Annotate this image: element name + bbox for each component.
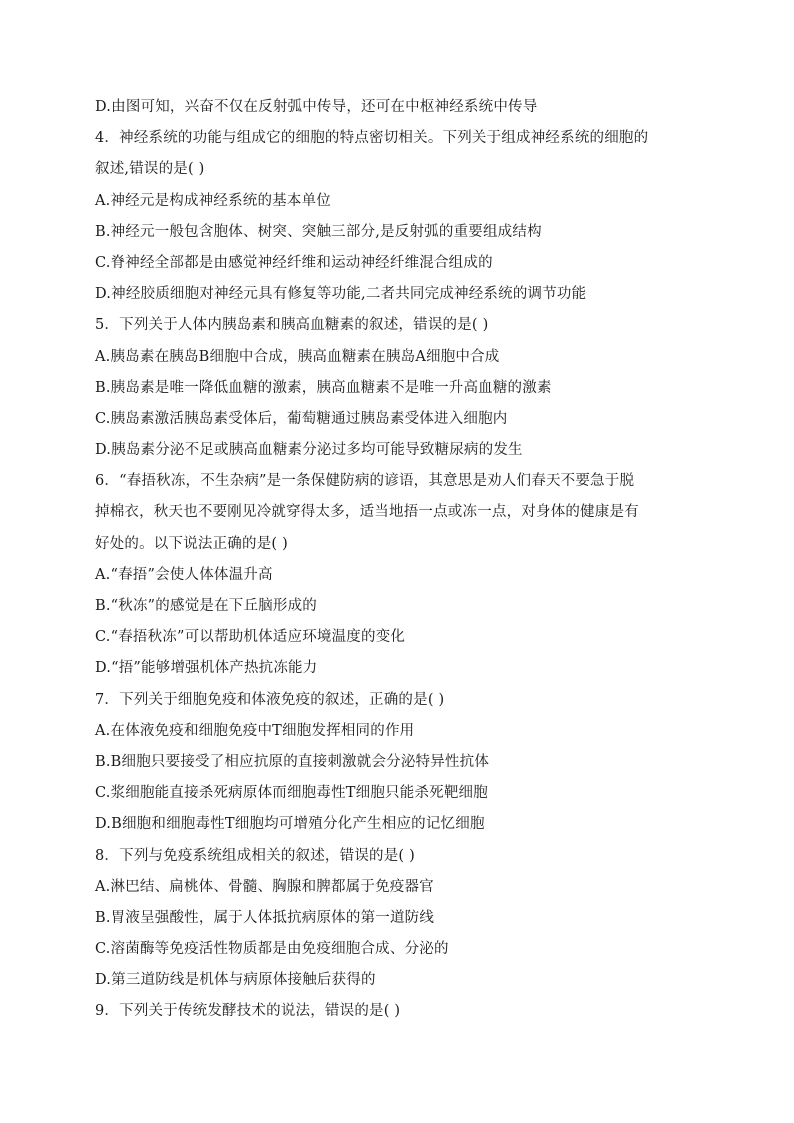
option-4b: B.神经元一般包含胞体、树突、突触三部分,是反射弧的重要组成结构	[95, 223, 542, 240]
option-5c: C.胰岛素激活胰岛素受体后，葡萄糖通过胰岛素受体进入细胞内	[95, 410, 508, 427]
question-9-stem: 9．下列关于传统发酵技术的说法，错误的是( )	[95, 1003, 401, 1020]
option-8d: D.第三道防线是机体与病原体接触后获得的	[95, 972, 376, 989]
option-7c: C.浆细胞能直接杀死病原体而细胞毒性T细胞只能杀死靶细胞	[95, 785, 488, 802]
option-8c: C.溶菌酶等免疫活性物质都是由免疫细胞合成、分泌的	[95, 941, 449, 958]
option-6a: A.“春捂”会使人体体温升高	[95, 566, 273, 583]
option-5d: D.胰岛素分泌不足或胰高血糖素分泌过多均可能导致糖尿病的发生	[95, 442, 523, 459]
option-5b: B.胰岛素是唯一降低血糖的激素，胰高血糖素不是唯一升高血糖的激素	[95, 379, 552, 396]
option-6b: B.“秋冻”的感觉是在下丘脑形成的	[95, 598, 317, 614]
option-7a: A.在体液免疫和细胞免疫中T细胞发挥相同的作用	[95, 722, 415, 739]
option-4a: A.神经元是构成神经系统的基本单位	[95, 192, 331, 209]
option-4c: C.脊神经全部都是由感觉神经纤维和运动神经纤维混合组成的	[95, 254, 493, 271]
option-4d: D.神经胶质细胞对神经元具有修复等功能,二者共同完成神经系统的调节功能	[95, 286, 587, 303]
option-8b: B.胃液呈强酸性，属于人体抵抗病原体的第一道防线	[95, 909, 435, 926]
option-5a: A.胰岛素在胰岛B细胞中合成，胰高血糖素在胰岛A细胞中合成	[95, 348, 500, 365]
option-3d: D.由图可知，兴奋不仅在反射弧中传导，还可在中枢神经系统中传导	[95, 99, 538, 115]
question-6-stem-cont-1: 掉棉衣，秋天也不要刚见冷就穿得太多，适当地捂一点或冻一点，对身体的健康是有	[95, 504, 639, 521]
question-5-stem: 5．下列关于人体内胰岛素和胰高血糖素的叙述，错误的是( )	[95, 317, 489, 334]
option-7d: D.B细胞和细胞毒性T细胞均可增殖分化产生相应的记忆细胞	[95, 816, 485, 833]
question-text-block	[95, 92, 715, 1028]
question-8-stem: 8．下列与免疫系统组成相关的叙述，错误的是( )	[95, 847, 415, 864]
option-6d: D.“捂”能够增强机体产热抗冻能力	[95, 660, 318, 677]
option-8a: A.淋巴结、扁桃体、骨髓、胸腺和脾都属于免疫器官	[95, 878, 434, 895]
question-7-stem: 7．下列关于细胞免疫和体液免疫的叙述，正确的是( )	[95, 691, 445, 708]
question-6-stem-cont-2: 好处的。以下说法正确的是( )	[95, 535, 288, 552]
option-6c: C.“春捂秋冻”可以帮助机体适应环境温度的变化	[95, 629, 406, 646]
question-4-stem: 4．神经系统的功能与组成它的细胞的特点密切相关。下列关于组成神经系统的细胞的	[95, 130, 649, 147]
question-4-stem-cont: 叙述,错误的是( )	[95, 161, 205, 178]
question-6-stem: 6．“春捂秋冻，不生杂病”是一条保健防病的谚语，其意思是劝人们春天不要急于脱	[95, 473, 635, 490]
option-7b: B.B细胞只要接受了相应抗原的直接刺激就会分泌特异性抗体	[95, 753, 490, 770]
